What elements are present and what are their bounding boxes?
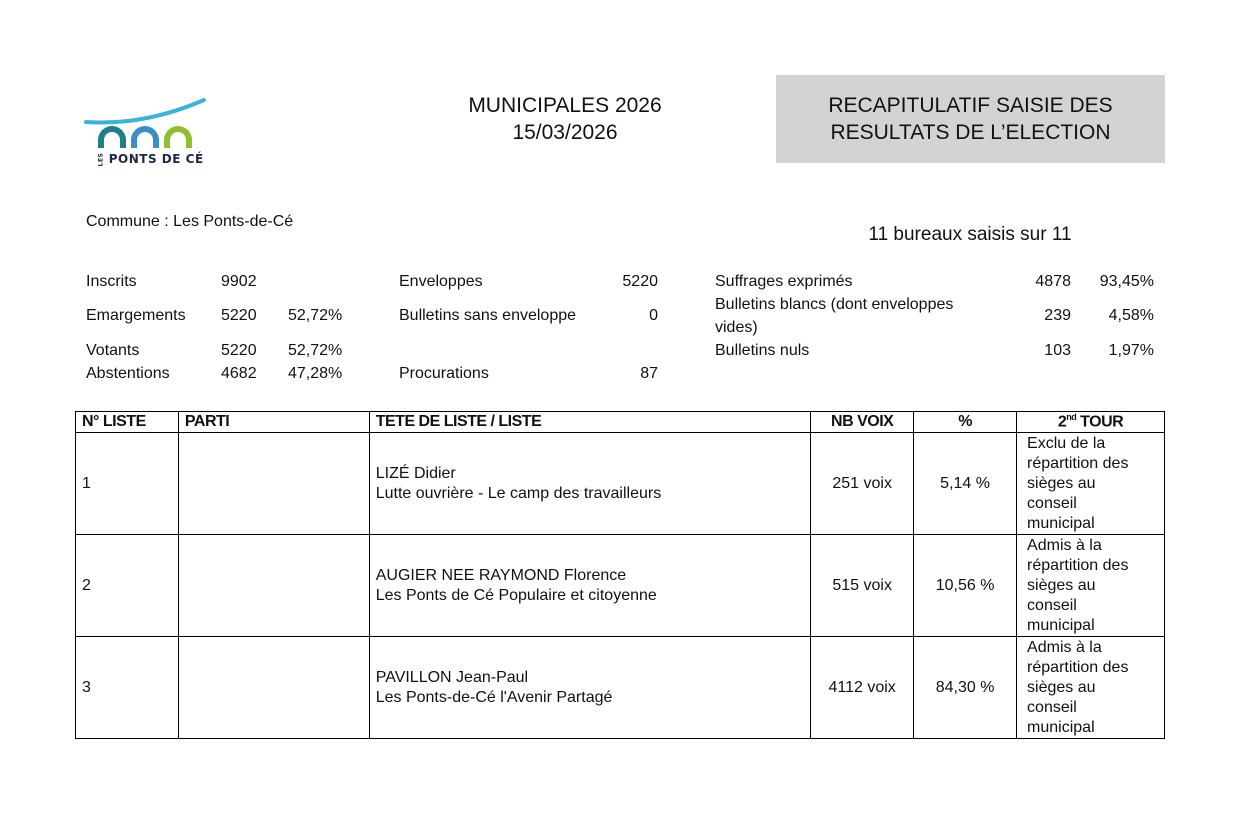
table-row — [76, 433, 1165, 535]
row-parti — [178, 535, 369, 637]
row-voix: 515 voix — [811, 535, 914, 637]
logo-wordmark: LES PONTS DE CÉ — [97, 152, 204, 167]
blancs-pct: 4,58% — [1108, 307, 1154, 324]
row-num: 3 — [76, 637, 179, 739]
table-row — [76, 637, 1165, 739]
header-num: N° LISTE — [76, 412, 179, 433]
row-num: 2 — [76, 535, 179, 637]
election-header — [420, 92, 710, 146]
abstentions-label: Abstentions — [86, 365, 170, 382]
enveloppes-label: Enveloppes — [399, 273, 483, 290]
table-row — [76, 535, 1165, 637]
exprimes-label: Suffrages exprimés — [715, 273, 853, 290]
bureaux-count: 11 bureaux saisis sur 11 — [868, 224, 1072, 245]
nuls-value: 103 — [1044, 342, 1071, 359]
procurations-value: 87 — [640, 365, 658, 382]
row-parti — [178, 637, 369, 739]
enveloppes-value: 5220 — [622, 273, 658, 290]
document-title-line1: RECAPITULATIF SAISIE DES — [828, 94, 1113, 117]
header-parti: PARTI — [178, 412, 369, 433]
row-voix: 4112 voix — [811, 637, 914, 739]
row-pct: 10,56 % — [914, 535, 1017, 637]
blancs-value: 239 — [1044, 307, 1071, 324]
exprimes-pct: 93,45% — [1099, 273, 1154, 290]
row-pct: 5,14 % — [914, 433, 1017, 535]
election-name: MUNICIPALES 2026 — [468, 94, 662, 117]
row-tour: Admis à la répartition des sièges au conseil municipal — [1017, 535, 1165, 637]
sans-enveloppe-value: 0 — [649, 307, 658, 324]
table-header-row — [76, 412, 1165, 433]
header-pct: % — [914, 412, 1017, 433]
row-tete: PAVILLON Jean-Paul Les Ponts-de-Cé l'Avenir Partagé — [369, 637, 810, 739]
inscrits-value: 9902 — [221, 273, 257, 290]
procurations-label: Procurations — [399, 365, 489, 382]
results-table — [75, 411, 1165, 739]
row-tete: AUGIER NEE RAYMOND Florence Les Ponts de Cé Populaire et citoyenne — [369, 535, 810, 637]
nuls-label: Bulletins nuls — [715, 342, 810, 359]
document-title-box — [776, 75, 1165, 163]
inscrits-label: Inscrits — [86, 273, 137, 290]
bridge-logo-icon — [84, 96, 208, 156]
nuls-pct: 1,97% — [1108, 342, 1154, 359]
row-pct: 84,30 % — [914, 637, 1017, 739]
emargements-pct: 52,72% — [288, 307, 343, 324]
exprimes-value: 4878 — [1035, 273, 1071, 290]
election-date: 15/03/2026 — [512, 121, 618, 144]
abstentions-pct: 47,28% — [288, 365, 343, 382]
blancs-label-line1: Bulletins blancs (dont enveloppes — [715, 296, 954, 313]
row-voix: 251 voix — [811, 433, 914, 535]
votants-value: 5220 — [221, 342, 257, 359]
header-tour: 2nd TOUR — [1017, 412, 1165, 433]
row-tour: Admis à la répartition des sièges au conseil municipal — [1017, 637, 1165, 739]
header-tete: TETE DE LISTE / LISTE — [369, 412, 810, 433]
row-parti — [178, 433, 369, 535]
town-logo — [84, 96, 208, 176]
row-num: 1 — [76, 433, 179, 535]
blancs-label-line2: vides) — [715, 319, 758, 336]
emargements-label: Emargements — [86, 307, 186, 324]
emargements-value: 5220 — [221, 307, 257, 324]
votants-label: Votants — [86, 342, 140, 359]
votants-pct: 52,72% — [288, 342, 343, 359]
row-tete: LIZÉ Didier Lutte ouvrière - Le camp des travailleurs — [369, 433, 810, 535]
commune-label: Commune : Les Ponts-de-Cé — [86, 213, 294, 230]
abstentions-value: 4682 — [221, 365, 257, 382]
header-voix: NB VOIX — [811, 412, 914, 433]
sans-enveloppe-label: Bulletins sans enveloppe — [399, 307, 577, 324]
row-tour: Exclu de la répartition des sièges au conseil municipal — [1017, 433, 1165, 535]
document-title-line2: RESULTATS DE L’ELECTION — [830, 121, 1111, 144]
